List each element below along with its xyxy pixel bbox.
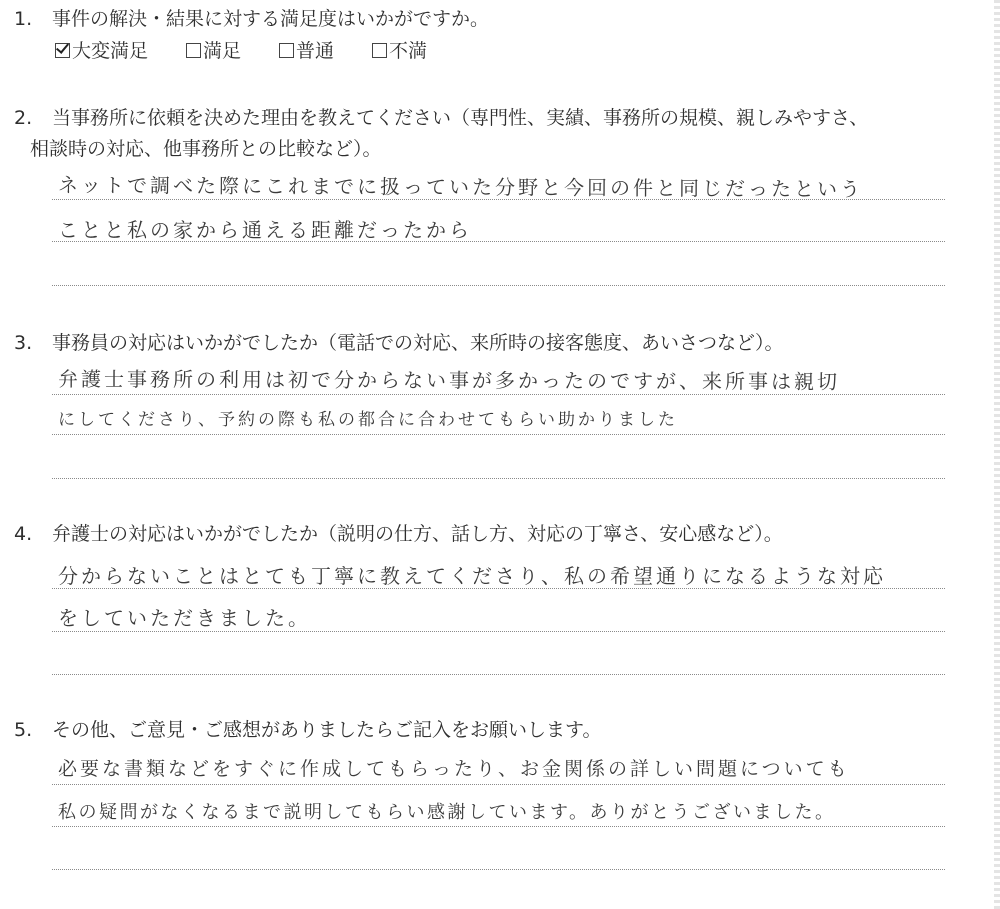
question-number: 1. — [14, 8, 33, 30]
answer-5-line-2: 私の疑問がなくなるまで説明してもらい感謝しています。ありがとうございました。 — [58, 802, 836, 823]
question-number: 4. — [14, 523, 33, 545]
question-number: 3. — [14, 332, 33, 354]
answer-rule — [52, 285, 945, 286]
question-number: 2. — [14, 107, 33, 129]
question-3 — [14, 330, 784, 356]
question-1 — [14, 6, 489, 32]
answer-rule — [52, 631, 945, 632]
question-5 — [14, 717, 601, 743]
option-dissatisfied[interactable]: 不満 — [372, 38, 427, 64]
answer-rule — [52, 241, 945, 242]
answer-rule — [52, 826, 945, 827]
checked-box-icon — [55, 43, 70, 58]
question-text: 事件の解決・結果に対する満足度はいかがですか。 — [52, 8, 490, 30]
answer-4-line-2: をしていただきました。 — [58, 606, 311, 630]
answer-rule — [52, 784, 945, 785]
question-2 — [14, 105, 868, 131]
satisfaction-options — [55, 38, 465, 64]
checkbox-icon — [279, 43, 294, 58]
question-2-continued: 相談時の対応、他事務所との比較など）。 — [30, 138, 382, 160]
answer-rule — [52, 199, 945, 200]
checkbox-icon — [186, 43, 201, 58]
answer-5-line-1: 必要な書類などをすぐに作成してもらったり、お金関係の詳しい問題についても — [58, 758, 850, 780]
question-text: 当事務所に依頼を決めた理由を教えてください（専門性、実績、事務所の規模、親しみやすさ、 — [52, 107, 869, 129]
answer-2-line-2: ことと私の家から通える距離だったから — [58, 218, 472, 242]
question-number: 5. — [14, 719, 33, 741]
answer-3-line-2: にしてくださり、予約の際も私の都合に合わせてもらい助かりました — [58, 410, 678, 430]
question-text: 弁護士の対応はいかがでしたか（説明の仕方、話し方、対応の丁寧さ、安心感など）。 — [52, 523, 783, 545]
checkbox-icon — [372, 43, 387, 58]
answer-3-line-1: 弁護士事務所の利用は初で分からない事が多かったのですが、来所事は親切 — [58, 367, 841, 394]
answer-2-line-1: ネットで調べた際にこれまでに扱っていた分野と今回の件と同じだったという — [58, 173, 864, 202]
option-normal[interactable]: 普通 — [279, 38, 334, 64]
answer-rule — [52, 434, 945, 435]
option-satisfied[interactable]: 満足 — [186, 38, 241, 64]
question-text: 事務員の対応はいかがでしたか（電話での対応、来所時の接客態度、あいさつなど）。 — [52, 332, 784, 354]
question-text: その他、ご意見・ご感想がありましたらご記入をお願いします。 — [52, 719, 602, 741]
answer-rule — [52, 588, 945, 589]
answer-rule — [52, 394, 945, 395]
option-very-satisfied[interactable]: 大変満足 — [55, 38, 148, 64]
answer-rule — [52, 478, 945, 479]
answer-rule — [52, 869, 945, 870]
scan-edge — [994, 0, 1000, 909]
answer-rule — [52, 674, 945, 675]
question-4 — [14, 521, 783, 547]
answer-4-line-1: 分からないことはとても丁寧に教えてくださり、私の希望通りになるような対応 — [58, 564, 886, 588]
